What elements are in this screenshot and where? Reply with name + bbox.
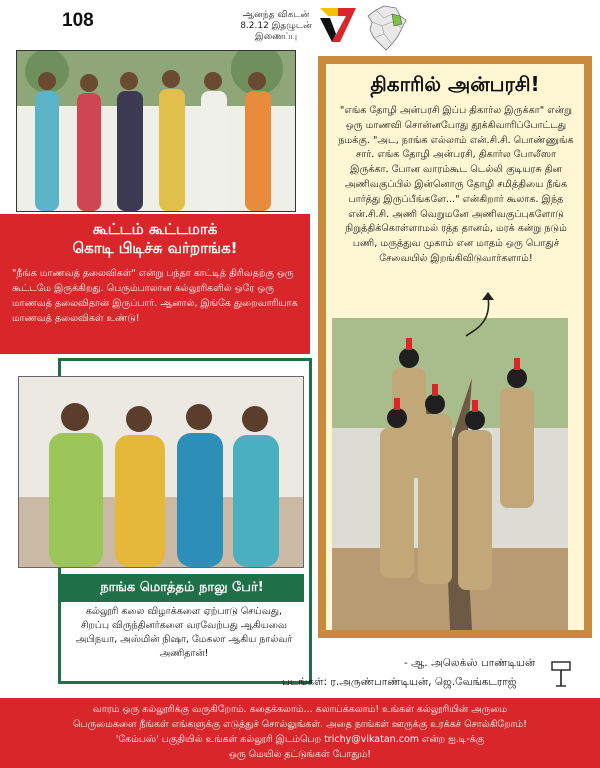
supplement-label: இணைப்பு [254,32,298,42]
ncc-cadets-photo [332,318,568,630]
footer-line2: பெருமைகளை நீங்கள் எங்களுக்கு எடுத்துச் சொல்லுங்கள். அதை நாங்கள் ஊருக்கு உரக்கச் சொல்கிறோம்! [72,719,527,730]
photo-credit: படங்கள்: ர.அருண்பாண்டியன், ஜெ.வேங்கடராஜ் [282,676,517,688]
red-feature-body: "நீங்க மாணவத் தலைவிகள்" என்று பந்தா காட்டித் திரிவதற்கு ஒரு கூட்டமே இருக்கிறது. பெரும்பாலான கல்லூரிகளில் ஒரே ஒரு மாணவத் தலைவிதான் இருப்பார். ஆனால், இங்கே துறைவாரியாக மாணவத் தலைவிகள் உண்டு! [12,268,298,324]
footer-line4: ஒரு மெயில் தட்டுங்கள் போதும்! [228,749,372,760]
tamilnadu-map-icon [362,4,412,52]
camera-pen-icon [550,660,572,688]
publication-name: ஆனந்த விகடன் [242,10,310,20]
right-feature-title: திகாரில் அன்பரசி! [370,72,540,96]
curved-arrow-icon [462,290,502,342]
right-feature-body: "எங்க தோழி அன்பரசி இப்ப திகார்ல இருக்கா" என்று ஒரு மாணவி சொன்னபோது தூக்கிவாரிப்போட்டது நமக்கு. "அட, நாங்க எல்லாம் என்.சி.சி. பொண்ணுங்க சார். எங்க தோழி அன்பரசி, திகார்ல போலீஸா இருக்கா. போன வாரம்கூட டெல்லி குடியரசு தின அணிவகுப்பில் இன்னொரு தோழி சமித்தியை நீங்க பார்த்து இருப்பீங்களே..." என்கிறார் கூலாக. இந்த என்.சி.சி. அணி வெறுமனே அணிவகுப்புகளோடு நிறுத்திக்கொள்ளாமல் ரத்த தானம், மரக் கன்று நடும் பணி, மருத்துவ முகாம் என மாதம் ஒரு பொதுச் சேவையில் இறங்கிவிடுவார்களாம்! [338,105,574,264]
footer-text [0,702,600,762]
footer-line1: வாரம் ஒரு கல்லூரிக்கு வருகிறோம். கதைக்கலாம்... கலாய்க்கலாம்! உங்கள் கல்லூரியின் அருமை [92,704,508,715]
issue-date: 8.2.12 இதழுடன் [240,21,312,31]
footer-line3: 'கேம்பஸ்' பகுதியில் உங்கள் கல்லூரி இடம்பெற trichy@vikatan.com என்ற ஐ.டி-க்கு [115,734,485,745]
red-feature-title-line1: கூட்டம் கூட்டமாக் [92,220,218,238]
group-box-body: கல்லூரி கலை விழாக்களை ஏற்பாடு செய்வது, சிறப்பு விருந்தினர்களை வரவேற்பது ஆகியவை அபிநயா, அஸ்மின் நிஷா, மேகலா ஆகிய நால்வர் அணிதான்! [75,606,293,659]
four-students-photo [18,376,304,568]
publication-info [236,10,316,43]
group-box-title: நாங்க மொத்தம் நாலு பேர்! [60,574,304,602]
red-feature-box [0,214,310,354]
campus-logo-icon [318,4,358,46]
red-feature-title [0,220,310,258]
author-credit: - ஆ. அலெக்ஸ் பாண்டியன் [404,657,536,669]
red-feature-title-line2: கொடி பிடிச்சு வர்றாங்க! [72,239,238,257]
page-number: 108 [62,10,94,31]
students-group-photo [16,50,296,212]
